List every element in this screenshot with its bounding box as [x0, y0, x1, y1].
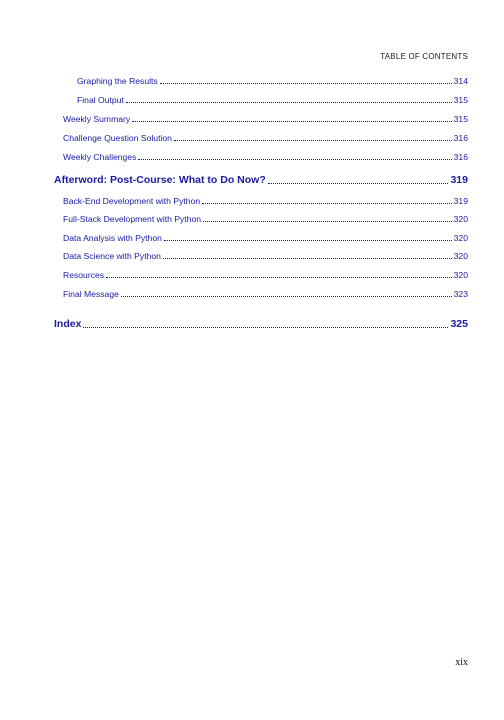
toc-entry-index[interactable]	[54, 318, 468, 330]
toc-entry-page: 316	[453, 133, 468, 143]
toc-entry-weekly-challenges[interactable]	[63, 152, 468, 162]
toc-entry-title: Final Output	[77, 95, 124, 105]
dot-leader	[138, 159, 451, 160]
toc-entry-page: 316	[453, 152, 468, 162]
toc-entry-title: Afterword: Post-Course: What to Do Now?	[54, 174, 266, 186]
toc-entry-page: 325	[450, 318, 468, 330]
toc-entry-page: 314	[453, 76, 468, 86]
toc-entry-full-stack-development[interactable]	[63, 214, 468, 224]
toc-entry-final-message[interactable]	[63, 289, 468, 299]
dot-leader	[126, 102, 452, 103]
toc-entry-page: 319	[453, 196, 468, 206]
toc-entry-title: Full-Stack Development with Python	[63, 214, 202, 224]
toc-entry-title: Graphing the Results	[77, 76, 158, 86]
page-folio: xix	[455, 657, 468, 668]
toc-entry-title: Final Message	[63, 289, 119, 299]
toc-entry-resources[interactable]	[63, 270, 468, 280]
toc-entry-challenge-question-solution[interactable]	[63, 133, 468, 143]
toc-entry-title: Weekly Challenges	[63, 152, 137, 162]
dot-leader	[164, 240, 452, 241]
toc-entry-graphing-the-results[interactable]	[77, 76, 468, 86]
toc-entry-back-end-development[interactable]	[63, 196, 468, 206]
toc-entry-afterword[interactable]	[54, 174, 468, 186]
dot-leader	[106, 277, 452, 278]
toc-entry-page: 315	[453, 95, 468, 105]
toc-entry-page: 323	[453, 289, 468, 299]
toc-entry-title: Back-End Development with Python	[63, 196, 201, 206]
dot-leader	[160, 83, 452, 84]
dot-leader	[132, 121, 451, 122]
toc-entry-data-analysis[interactable]	[63, 233, 468, 243]
toc-entry-title: Data Science with Python	[63, 251, 161, 261]
toc-entry-page: 319	[450, 174, 468, 186]
dot-leader	[202, 203, 452, 204]
toc-entry-title: Data Analysis with Python	[63, 233, 162, 243]
toc-entry-title: Resources	[63, 270, 105, 280]
dot-leader	[163, 258, 452, 259]
toc-entry-page: 320	[453, 214, 468, 224]
toc-entry-weekly-summary[interactable]	[63, 114, 468, 124]
toc-entry-page: 320	[453, 270, 468, 280]
toc-entry-page: 315	[453, 114, 468, 124]
toc-entry-title: Challenge Question Solution	[63, 133, 172, 143]
dot-leader	[83, 327, 448, 328]
toc-entry-data-science[interactable]	[63, 251, 468, 261]
toc-entry-page: 320	[453, 233, 468, 243]
toc-entry-title: Index	[54, 318, 82, 330]
toc-entry-title: Weekly Summary	[63, 114, 131, 124]
dot-leader	[174, 140, 452, 141]
running-head: TABLE OF CONTENTS	[380, 52, 468, 61]
toc-entry-final-output[interactable]	[77, 95, 468, 105]
dot-leader	[268, 183, 449, 184]
dot-leader	[203, 221, 452, 222]
toc-entry-page: 320	[453, 251, 468, 261]
dot-leader	[121, 296, 452, 297]
